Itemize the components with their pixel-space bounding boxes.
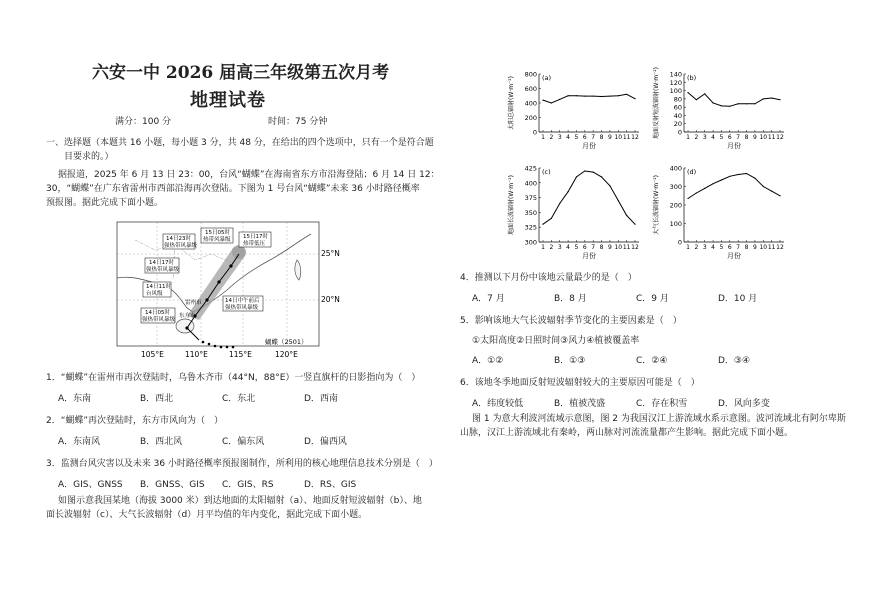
x-tick-label: 3: [702, 244, 707, 251]
x-tick-label: 6: [582, 134, 587, 141]
question-2-stem: 2．“蝴蝶”再次登陆时，东方市风向为（ ）: [46, 416, 224, 426]
question-3-options: [46, 479, 446, 491]
y-axis-label: 太阳总辐射(W·m⁻²): [508, 76, 515, 130]
questions-left: [46, 372, 446, 491]
passage1-line3: 预报图。据此完成下面小题。: [46, 198, 164, 208]
q5-option-c[interactable]: C．②④: [636, 356, 668, 366]
y-tick-label: 120: [669, 78, 682, 87]
q3-option-c[interactable]: C．GIS、RS: [222, 480, 274, 490]
map-box2-l1: 15日05时: [205, 230, 230, 236]
data-point: [567, 95, 568, 96]
questions-right: [460, 272, 860, 410]
map-lat-25: 25°N: [321, 249, 340, 258]
map-lon-115: 115°E: [229, 350, 252, 359]
x-tick-label: 9: [752, 244, 757, 251]
section-intro-line2: 目要求的。）: [64, 152, 114, 162]
y-axis-label: 地面长波辐射(W·m⁻²): [508, 175, 515, 235]
q1-option-b[interactable]: B．西北: [140, 394, 174, 404]
data-point: [634, 98, 635, 99]
map-box5-l2: 台风级: [146, 291, 163, 297]
x-tick-label: 7: [736, 134, 741, 141]
question-2-options: [46, 436, 446, 448]
data-point: [704, 188, 705, 189]
x-tick-label: 10: [759, 134, 768, 141]
y-tick-label: 140: [669, 70, 682, 79]
y-tick-label: 325: [524, 223, 537, 232]
data-point: [559, 203, 560, 204]
y-tick-label: 100: [669, 87, 682, 96]
question-5-sub: ①太阳高度②日照时间③风力④植被覆盖率: [472, 336, 640, 346]
passage2-line2: 面长波辐射（c）、大气长波辐射（d）月平均值的年内变化，据此完成下面小题。: [46, 510, 368, 520]
q5-option-a[interactable]: A．①②: [472, 356, 504, 366]
x-tick-label: 9: [607, 244, 612, 251]
x-tick-label: 8: [744, 134, 749, 141]
map-box4-l2: 强热带风暴级: [146, 267, 180, 273]
passage2-line1: 如图示意我国某地（海拔 3000 米）到达地面的太阳辐射（a）、地面反射短波辐射（b）、地: [58, 496, 422, 506]
y-tick-label: 425: [524, 164, 537, 173]
x-tick-label: 12: [631, 244, 639, 251]
data-point: [567, 191, 568, 192]
data-point: [754, 103, 755, 104]
x-tick-label: 3: [557, 134, 562, 141]
data-point: [634, 224, 635, 225]
map-box3-l1: 15日17时: [243, 234, 268, 240]
data-point: [593, 96, 594, 97]
x-tick-label: 3: [557, 244, 562, 251]
x-tick-label: 2: [694, 134, 699, 141]
data-point: [696, 192, 697, 193]
q4-option-c[interactable]: C．9 月: [636, 294, 669, 304]
series-line: [543, 94, 635, 103]
question-6-stem: 6．该地冬季地面反射短波辐射较大的主要原因可能是（ ）: [460, 378, 700, 388]
typhoon-path-map: [115, 220, 355, 360]
q1-option-c[interactable]: C．东北: [222, 394, 256, 404]
y-tick-label: 350: [524, 208, 537, 217]
data-point: [618, 200, 619, 201]
y-axis-label: 地面反射短波辐射(W·m⁻²): [653, 67, 660, 139]
exam-title: 六安一中 2026 届高三年级第五次月考: [92, 63, 390, 83]
y-tick-label: 800: [524, 70, 537, 79]
data-point: [696, 99, 697, 100]
data-point: [584, 170, 585, 171]
question-2: [46, 415, 446, 448]
x-tick-label: 2: [694, 244, 699, 251]
x-tick-label: 8: [599, 134, 604, 141]
q2-option-d[interactable]: D．偏西风: [304, 437, 347, 447]
y-tick-label: 0: [677, 238, 682, 247]
panel-label: (b): [687, 74, 697, 82]
x-tick-label: 5: [719, 244, 724, 251]
passage1-line1: 据报道，2025 年 6 月 13 日 23：00，台风“蝴蝶”在海南省东方市沿海登陆；6 月 14 日 12：: [58, 170, 440, 180]
q3-option-a[interactable]: A．GIS、GNSS: [58, 480, 123, 490]
y-tick-label: 400: [524, 99, 537, 108]
y-tick-label: 60: [673, 103, 682, 112]
series-line: [543, 171, 635, 224]
data-point: [551, 102, 552, 103]
x-tick-label: 7: [591, 244, 596, 251]
x-tick-label: 4: [566, 134, 571, 141]
map-box6-l1: 14日05时: [145, 310, 170, 316]
map-box6-l2: 强热带风暴级: [142, 317, 176, 323]
q2-option-a[interactable]: A．东南风: [58, 437, 101, 447]
data-point: [779, 99, 780, 100]
x-tick-label: 8: [744, 244, 749, 251]
data-point: [593, 172, 594, 173]
map-box1-l1: 14日23时: [166, 236, 191, 242]
map-place-leizhou: 雷州市: [185, 300, 202, 306]
passage3-line2: 山脉，汉江上游流域北有秦岭，两山脉对河流流量都产生影响。据此完成下面小题。: [460, 428, 794, 438]
x-tick-label: 11: [622, 134, 631, 141]
q2-option-c[interactable]: C．偏东风: [222, 437, 265, 447]
x-tick-label: 9: [607, 134, 612, 141]
y-tick-label: 375: [524, 194, 537, 203]
chart-b: [650, 66, 796, 150]
y-tick-label: 0: [532, 128, 537, 137]
x-axis-label: 月份: [582, 252, 596, 260]
x-tick-label: 12: [776, 134, 784, 141]
panel-label: (a): [542, 74, 552, 82]
y-tick-label: 40: [673, 111, 682, 120]
data-point: [763, 98, 764, 99]
y-tick-label: 400: [669, 164, 682, 173]
data-point: [601, 176, 602, 177]
x-tick-label: 1: [686, 244, 690, 251]
question-3-stem: 3．监测台风灾害以及未来 36 小时路径概率预报图制作，所利用的核心地理信息技术分别是（ ）: [46, 459, 438, 469]
data-point: [721, 179, 722, 180]
section-intro-line1: 一、选择题（本题共 16 小题，每小题 3 分，共 48 分，在给出的四个选项中，只有一个是符合题: [46, 138, 434, 148]
map-box7-l1: 14日中午前后: [225, 298, 260, 304]
map-box3-l2: 热带低压: [243, 241, 266, 247]
q4-option-b[interactable]: B．8 月: [554, 294, 587, 304]
q6-option-d[interactable]: D．风向多变: [718, 399, 770, 409]
y-tick-label: 0: [677, 128, 682, 137]
x-tick-label: 5: [574, 244, 579, 251]
question-5-options: [460, 355, 860, 367]
q1-option-d[interactable]: D．西南: [304, 394, 338, 404]
q6-option-a[interactable]: A．纬度较低: [472, 399, 524, 409]
question-6: [460, 377, 860, 410]
data-point: [626, 215, 627, 216]
q5-option-b[interactable]: B．①③: [554, 356, 586, 366]
x-tick-label: 4: [711, 134, 716, 141]
map-lat-20: 20°N: [321, 295, 340, 304]
data-point: [721, 105, 722, 106]
data-point: [576, 95, 577, 96]
map-box1-l2: 强热带风暴级: [164, 243, 198, 249]
data-point: [576, 176, 577, 177]
q1-option-a[interactable]: A．东南: [58, 394, 92, 404]
chart-d: [650, 160, 796, 260]
y-tick-label: 600: [524, 85, 537, 93]
panel-label: (d): [687, 168, 697, 176]
x-tick-label: 7: [736, 244, 741, 251]
x-tick-label: 1: [541, 244, 545, 251]
x-tick-label: 12: [776, 244, 784, 251]
data-point: [542, 100, 543, 101]
data-point: [687, 198, 688, 199]
question-4: [460, 272, 860, 305]
map-box4-l1: 14日17时: [149, 260, 174, 266]
question-1-options: [46, 393, 446, 405]
x-axis-label: 月份: [582, 142, 596, 150]
x-tick-label: 6: [727, 244, 732, 251]
x-tick-label: 6: [727, 134, 732, 141]
y-tick-label: 400: [524, 179, 537, 188]
x-tick-label: 5: [719, 134, 724, 141]
question-6-options: [460, 398, 860, 410]
q4-option-d[interactable]: D．10 月: [718, 294, 758, 304]
data-point: [738, 103, 739, 104]
map-box2-l2: 热带风暴级: [203, 237, 231, 243]
subject-title: 地理试卷: [190, 90, 266, 111]
x-tick-label: 2: [549, 134, 554, 141]
map-box5-l1: 14日11时: [146, 284, 171, 290]
x-tick-label: 9: [752, 134, 757, 141]
x-tick-label: 10: [614, 134, 623, 141]
data-point: [738, 174, 739, 175]
data-point: [712, 102, 713, 103]
x-tick-label: 4: [711, 244, 716, 251]
x-tick-label: 4: [566, 244, 571, 251]
y-tick-label: 300: [669, 183, 682, 191]
data-point: [771, 191, 772, 192]
y-tick-label: 80: [673, 95, 682, 104]
data-point: [609, 185, 610, 186]
x-tick-label: 11: [767, 134, 776, 141]
x-tick-label: 5: [574, 134, 579, 141]
x-tick-label: 3: [702, 134, 707, 141]
y-tick-label: 100: [669, 220, 682, 228]
data-point: [746, 173, 747, 174]
data-point: [704, 93, 705, 94]
exam-time: 时间：75 分钟: [268, 117, 328, 127]
question-1: [46, 372, 446, 405]
map-lon-110: 110°E: [185, 350, 208, 359]
data-point: [609, 96, 610, 97]
question-4-stem: 4．推测以下月份中该地云量最少的是（ ）: [460, 273, 637, 283]
data-point: [584, 96, 585, 97]
data-point: [542, 224, 543, 225]
q6-option-b[interactable]: B．植被茂盛: [554, 399, 606, 409]
passage1-line2: 30，“蝴蝶”在广东省雷州市西部沿海再次登陆。下图为 1 号台风“蝴蝶”未来 36 小时路径概率: [46, 184, 420, 194]
map-place-dongfang: 东方市: [179, 313, 196, 319]
question-5-stem: 5．影响该地大气长波辐射季节变化的主要因素是（ ）: [460, 316, 682, 326]
series-line: [688, 93, 780, 107]
x-tick-label: 7: [591, 134, 596, 141]
data-point: [754, 178, 755, 179]
x-axis-label: 月份: [727, 252, 741, 260]
x-tick-label: 10: [759, 244, 768, 251]
q3-option-b[interactable]: B．GNSS、GIS: [140, 480, 205, 490]
full-score: 满分：100 分: [115, 117, 172, 127]
chart-c: [505, 160, 651, 260]
question-5: [460, 315, 860, 367]
y-tick-label: 200: [669, 201, 682, 210]
x-tick-label: 2: [549, 244, 554, 251]
q5-option-d[interactable]: D．③④: [718, 356, 751, 366]
x-tick-label: 6: [582, 244, 587, 251]
data-point: [779, 195, 780, 196]
x-tick-label: 12: [631, 134, 639, 141]
question-1-stem: 1．“蝴蝶”在雷州市再次登陆时，乌鲁木齐市（44°N，88°E）一竖直旗杆的日影指向为（ ）: [46, 373, 421, 383]
map-lon-120: 120°E: [275, 350, 298, 359]
x-tick-label: 10: [614, 244, 623, 251]
x-tick-label: 11: [767, 244, 776, 251]
q2-option-b[interactable]: B．西北风: [140, 437, 183, 447]
data-point: [771, 97, 772, 98]
y-tick-label: 20: [673, 120, 682, 129]
x-tick-label: 8: [599, 244, 604, 251]
data-point: [601, 96, 602, 97]
data-point: [687, 92, 688, 93]
passage3-line1: 图 1 为意大利波河流域示意图，图 2 为我国汉江上游流域水系示意图。波河流域北有阿尔卑斯: [472, 414, 846, 424]
q3-option-d[interactable]: D．RS、GIS: [304, 480, 357, 490]
y-tick-label: 300: [524, 238, 537, 247]
map-storm-label: 蝴蝶（2501）: [265, 338, 308, 346]
x-tick-label: 11: [622, 244, 631, 251]
y-tick-label: 200: [524, 114, 537, 122]
question-3: [46, 458, 446, 491]
data-point: [763, 186, 764, 187]
y-axis-label: 大气长波辐射(W·m⁻²): [653, 175, 660, 235]
data-point: [746, 103, 747, 104]
data-point: [626, 94, 627, 95]
data-point: [551, 218, 552, 219]
map-lon-105: 105°E: [141, 350, 164, 359]
map-box7-l2: 强热带风暴级: [225, 305, 259, 311]
data-point: [618, 95, 619, 96]
data-point: [729, 106, 730, 107]
series-line: [688, 174, 780, 199]
q6-option-c[interactable]: C．存在积雪: [636, 399, 688, 409]
data-point: [729, 176, 730, 177]
question-4-options: [460, 293, 860, 305]
chart-a: [505, 66, 651, 150]
x-tick-label: 1: [541, 134, 545, 141]
data-point: [712, 183, 713, 184]
data-point: [559, 99, 560, 100]
q4-option-a[interactable]: A．7 月: [472, 294, 505, 304]
x-tick-label: 1: [686, 134, 690, 141]
x-axis-label: 月份: [727, 142, 741, 150]
panel-label: (c): [542, 168, 551, 176]
